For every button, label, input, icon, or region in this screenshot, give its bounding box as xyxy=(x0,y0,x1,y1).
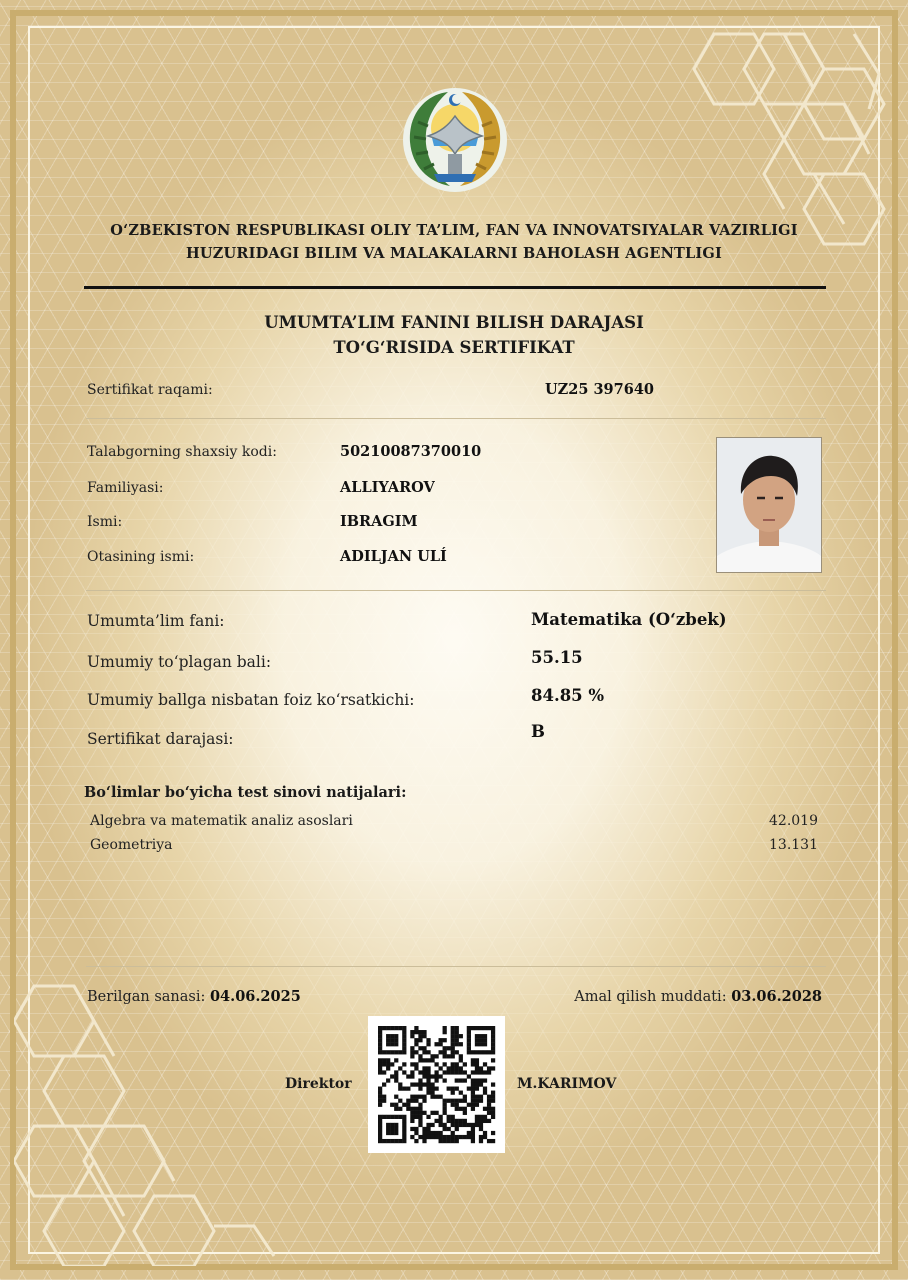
surname-label: Familiyasi: xyxy=(87,480,164,496)
issued-date xyxy=(87,988,301,1005)
person-photo-icon xyxy=(717,438,821,572)
percent-value: 84.85 % xyxy=(531,686,605,705)
patronymic-label: Otasining ismi: xyxy=(87,549,195,565)
divider-2 xyxy=(86,590,826,591)
score-value: 55.15 xyxy=(531,648,583,667)
verification-qr-code[interactable] xyxy=(368,1016,505,1153)
result-item-value: 13.131 xyxy=(769,837,818,853)
corner-ornament-bottom-left xyxy=(14,966,314,1266)
issued-date-value: 04.06.2025 xyxy=(209,988,301,1005)
state-emblem-icon xyxy=(398,82,512,196)
ministry-line-1: O‘ZBEKISTON RESPUBLIKASI OLIY TA’LIM, FAN VA INNOVATSIYALAR VAZIRLIGI xyxy=(110,222,798,239)
personal-id-label: Talabgorning shaxsiy kodi: xyxy=(87,444,277,460)
issued-date-label: Berilgan sanasi: xyxy=(87,989,206,1005)
header-divider xyxy=(84,286,826,289)
personal-id-value: 50210087370010 xyxy=(340,443,482,460)
subject-label: Umumta’lim fani: xyxy=(87,612,225,630)
results-heading: Bo‘limlar bo‘yicha test sinovi natijalari: xyxy=(84,784,407,801)
certificate-number-value: UZ25 397640 xyxy=(545,381,654,398)
certificate-title-line-2: TO‘G‘RISIDA SERTIFIKAT xyxy=(333,338,575,357)
level-value: B xyxy=(531,722,545,741)
holder-photo xyxy=(716,437,822,573)
result-item-value: 42.019 xyxy=(769,813,818,829)
name-value: IBRAGIM xyxy=(340,513,418,530)
certificate-number-label: Sertifikat raqami: xyxy=(87,382,213,398)
valid-until-value: 03.06.2028 xyxy=(731,988,822,1005)
level-label: Sertifikat darajasi: xyxy=(87,730,234,748)
valid-until-label: Amal qilish muddati: xyxy=(574,989,727,1005)
patronymic-value: ADILJAN ULÍ xyxy=(340,548,447,565)
subject-value: Matematika (O‘zbek) xyxy=(531,610,727,629)
result-item-name: Algebra va matematik analiz asoslari xyxy=(90,813,353,829)
valid-until-date xyxy=(574,988,822,1005)
director-label: Direktor xyxy=(285,1076,352,1092)
director-name: M.KARIMOV xyxy=(517,1076,617,1092)
qr-code-icon xyxy=(368,1016,505,1153)
surname-value: ALLIYAROV xyxy=(340,479,435,496)
agency-line-2: HUZURIDAGI BILIM VA MALAKALARNI BAHOLASH AGENTLIGI xyxy=(186,245,722,262)
result-item-name: Geometriya xyxy=(90,837,173,853)
divider-3 xyxy=(86,966,826,967)
name-label: Ismi: xyxy=(87,514,123,530)
percent-label: Umumiy ballga nisbatan foiz ko‘rsatkichi: xyxy=(87,691,415,709)
certificate-title-line-1: UMUMTA’LIM FANINI BILISH DARAJASI xyxy=(264,313,644,332)
score-label: Umumiy to‘plagan bali: xyxy=(87,653,272,671)
divider-1 xyxy=(86,418,826,419)
